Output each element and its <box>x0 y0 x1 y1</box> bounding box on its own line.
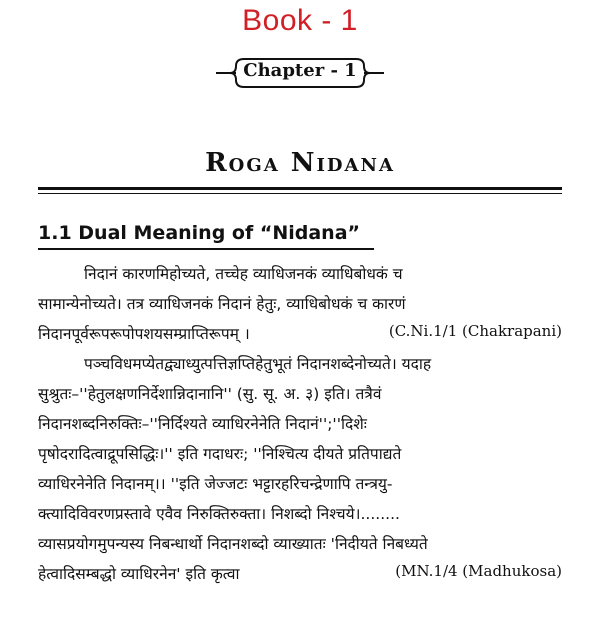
title-rule-thick <box>38 187 562 190</box>
section-underline <box>38 248 374 250</box>
citation-1: (C.Ni.1/1 (Chakrapani) <box>388 322 562 340</box>
para2-line: हेत्वादिसम्बद्धो व्याधिरनेन' इति कृत्वा <box>38 565 240 583</box>
title-rule-thin <box>38 193 562 194</box>
para2-line: पञ्चविधमप्येतद्व्याध्युत्पत्तिज्ञप्तिहेतुभूतं निदानशब्देनोच्यते। यदाह <box>84 355 432 373</box>
para2-line: निदानशब्दनिरुक्तिः–''निर्दिश्यते व्याधिरनेनेति निदानं'';''दिशेः <box>38 415 367 433</box>
para2-line: व्यासप्रयोगमुपन्यस्य निबन्धार्थो निदानशब्दो व्याख्यातः 'निदीयते निबध्यते <box>38 535 428 553</box>
page-title: Roga Nidana <box>205 148 395 178</box>
para1-line: निदानं कारणमिहोच्यते, तच्चेह व्याधिजनकं व्याधिबोधकं च <box>84 265 403 283</box>
para1-line: सामान्येनोच्यते। तत्र व्याधिजनकं निदानं हेतुः, व्याधिबोधकं च कारणं <box>38 295 406 313</box>
section-heading: 1.1 Dual Meaning of “Nidana” <box>38 222 361 244</box>
para2-line: व्याधिरनेनेति निदानम्।। ''इति जेज्जटः भट्टारहरिचन्द्रेणापि तन्त्रयु- <box>38 475 393 493</box>
citation-2: (MN.1/4 (Madhukosa) <box>395 562 562 580</box>
para2-line: सुश्रुतः–''हेतुलक्षणनिर्देशान्निदानानि'' (सु. सू. अ. ३) इति। तत्रैवं <box>38 385 382 403</box>
chapter-banner <box>214 56 386 90</box>
chapter-label: Chapter - 1 <box>243 60 357 81</box>
book-label: Book - 1 <box>242 4 358 37</box>
para2-line: क्त्यादिविवरणप्रस्तावे एवैव निरुक्तिरुक्ता। निशब्दो निश्चये।........ <box>38 505 400 523</box>
para1-line: निदानपूर्वरूपरूपोपशयसम्प्राप्तिरूपम् । <box>38 325 250 343</box>
para2-line: पृषोदरादित्वाद्रूपसिद्धिः।'' इति गदाधरः; ''निश्चित्य दीयते प्रतिपाद्यते <box>38 445 402 463</box>
